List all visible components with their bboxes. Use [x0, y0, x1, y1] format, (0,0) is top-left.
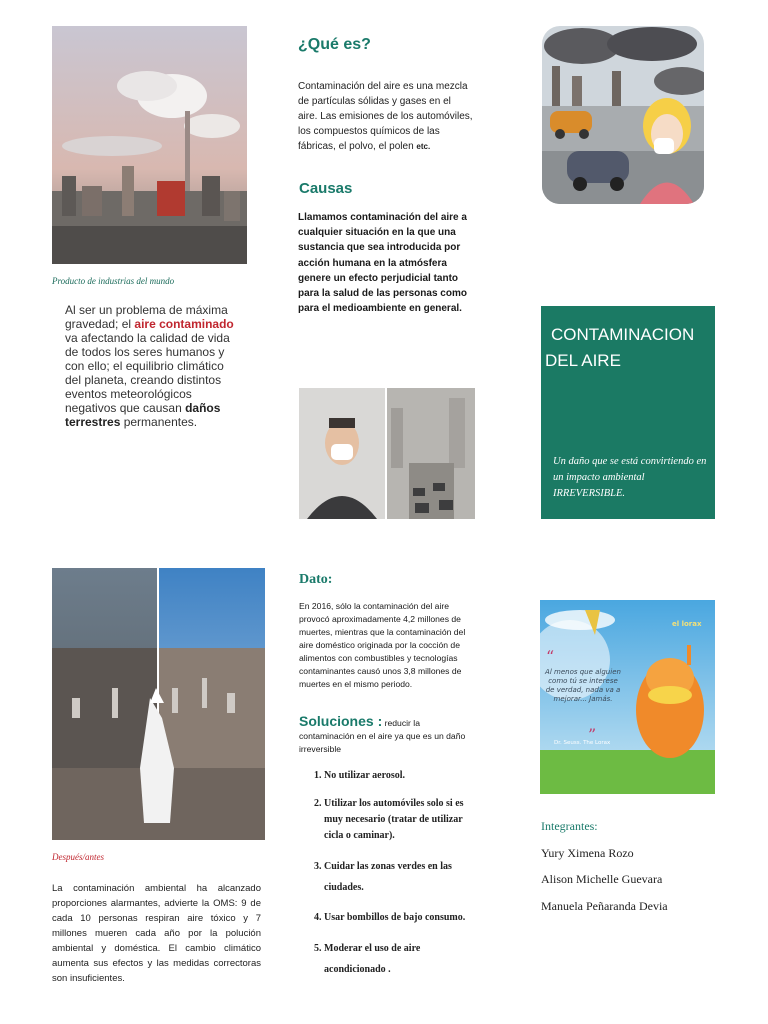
member-name: Manuela Peñaranda Devia — [541, 899, 668, 913]
lorax-quote: Al menos que alguien como tú se interese de verdad, nada va a mejorar... Jamás. — [545, 668, 621, 703]
photo2-caption: Después/antes — [52, 852, 104, 862]
soluciones-block — [299, 715, 471, 756]
lorax-quote-image — [540, 600, 715, 794]
svg-text:“: “ — [546, 647, 555, 666]
solution-item: 1. No utilizar aerosol. — [324, 768, 476, 784]
factory-smoke-photo — [52, 26, 247, 264]
solution-item: 3. Cuidar las zonas verdes en las ciudades. — [324, 856, 476, 898]
solution-item: 2. Utilizar los automóviles solo si es muy necesario (tratar de utilizar cicla o caminar). — [324, 796, 476, 844]
cover-title: CONTAMINACION DEL AIRE — [545, 325, 695, 370]
intro-paragraph: Al ser un problema de máxima gravedad; el aire contaminado va afectando la calidad de vida de todos los seres humanos y con ello; el equilibrio climático del planeta, creando distintos eventos meteorológicos negativos que causan daños terrestres permanentes. — [65, 303, 234, 429]
soluciones-heading: Soluciones : — [299, 713, 383, 729]
soluciones-list — [306, 768, 476, 992]
solution-item: 5. Moderar el uso de aire acondicionado . — [324, 938, 476, 980]
que-es-text: Contaminación del aire es una mezcla de partículas sólidas y gases en el aire. Las emisiones de los automóviles, los compuestos químicos de las fábricas, el polvo, el polen etc. — [298, 81, 473, 152]
solution-item: 4. Usar bombillos de bajo consumo. — [324, 910, 476, 926]
causas-heading: Causas — [299, 180, 353, 197]
cover-panel — [541, 306, 715, 519]
que-es-heading: ¿Qué es? — [298, 36, 371, 53]
svg-text:”: ” — [588, 725, 597, 744]
cartoon-pollution-illustration — [542, 26, 704, 204]
causas-text: Llamamos contaminación del aire a cualquier situación en la que una sustancia que sea introducida por acción humana en la atmósfera genere un efecto perjudicial tanto para la salud de las personas como para el medioambiente en general. — [298, 212, 467, 315]
dato-text: En 2016, sólo la contaminación del aire provocó aproximadamente 4,2 millones de muertes, mientras que la contaminación del aire doméstico originada por la cocción de alimentos con combustibles y tecnologías contaminantes causó unos 3,8 millones de muertes en el mismo periodo. — [299, 601, 466, 689]
city-smog-before-after-photo — [52, 568, 265, 840]
lorax-badge: el lorax — [672, 620, 702, 628]
stats-paragraph: La contaminación ambiental ha alcanzado proporciones alarmantes, advierte la OMS: 9 de cada 10 personas respiran aire tóxico y 7 millones mueren cada año por la polución ambiental y doméstica. El cambio climático aumenta sus efectos y las medidas correctoras son insuficientes. — [52, 883, 261, 984]
photo1-caption: Producto de industrias del mundo — [52, 276, 175, 286]
member-name: Alison Michelle Guevara — [541, 872, 663, 886]
member-name: Yury Ximena Rozo — [541, 846, 634, 860]
integrantes-heading: Integrantes: — [541, 819, 598, 833]
mask-and-traffic-photo — [299, 388, 475, 519]
soluciones-intro: reducir la contaminación en el aire ya que es un daño irreversible — [299, 718, 466, 754]
cover-subtitle: Un daño que se está convirtiendo en un impacto ambiental IRREVERSIBLE. — [553, 456, 707, 499]
lorax-author: Dr. Seuss. The Lorax — [554, 740, 611, 746]
dato-heading: Dato: — [299, 572, 333, 587]
